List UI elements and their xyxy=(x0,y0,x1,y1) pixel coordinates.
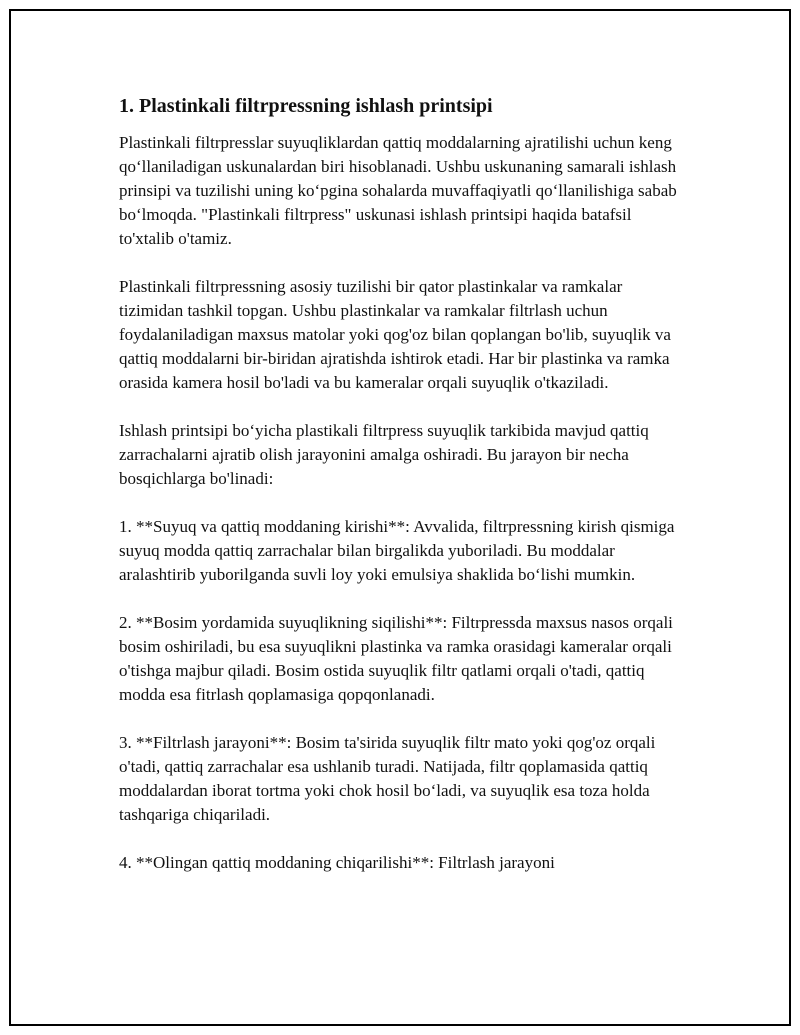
paragraph-step-1: 1. **Suyuq va qattiq moddaning kirishi**: Avvalida, filtrpressning kirish qismiga suyuq modda qattiq zarrachalar bilan birgalikda yuboriladi. Bu moddalar aralashtirib yuborilganda suvli loy yoki emulsiya shaklida bo‘lishi mumkin. xyxy=(119,517,675,584)
paragraph-principle: Ishlash printsipi bo‘yicha plastikali filtrpress suyuqlik tarkibida mavjud qattiq zarrachalarni ajratib olish jarayonini amalga oshiradi. Bu jarayon bir necha bosqichlarga bo'linadi: xyxy=(119,421,649,488)
paragraph-intro: Plastinkali filtrpresslar suyuqliklardan qattiq moddalarning ajratilishi uchun keng qo‘llaniladigan uskunalardan biri hisoblanadi. Ushbu uskunaning samarali ishlash prinsipi va tuzilishi uning ko‘pgina sohalarda muvaffaqiyatli qo‘llanilishiga sabab bo‘lmoqda. "Plastinkali filtrpress" uskunasi ishlash printsipi haqida batafsil to'xtalib o'tamiz. xyxy=(119,133,677,248)
paragraph-step-4: 4. **Olingan qattiq moddaning chiqarilishi**: Filtrlash jarayoni xyxy=(119,853,555,872)
paragraph-step-3: 3. **Filtrlash jarayoni**: Bosim ta'sirida suyuqlik filtr mato yoki qog'oz orqali o'tadi, qattiq zarrachalar esa ushlanib turadi. Natijada, filtr qoplamasida qattiq moddalardan iborat tortma yoki chok hosil bo‘ladi, va suyuqlik esa toza holda tashqariga chiqariladi. xyxy=(119,733,656,824)
paragraph-structure: Plastinkali filtrpressning asosiy tuzilishi bir qator plastinkalar va ramkalar tizimidan tashkil topgan. Ushbu plastinkalar va ramkalar filtrlash uchun foydalaniladigan maxsus matolar yoki qog'oz bilan qoplangan bo'lib, suyuqlik va qattiq moddalarni bir-biridan ajratishda ishtirok etadi. Har bir plastinka va ramka orasida kamera hosil bo'ladi va bu kameralar orqali suyuqlik o'tkaziladi. xyxy=(119,277,671,392)
document-title: 1. Plastinkali filtrpressning ishlash printsipi xyxy=(119,95,493,117)
document-body xyxy=(119,93,679,899)
paragraph-step-2: 2. **Bosim yordamida suyuqlikning siqilishi**: Filtrpressda maxsus nasos orqali bosim oshiriladi, bu esa suyuqlikni plastinka va ramka orasidagi kameralar orqali o'tishga majbur qiladi. Bosim ostida suyuqlik filtr qatlami orqali o'tadi, qattiq modda esa fitrlash qoplamasiga qopqonlanadi. xyxy=(119,613,673,704)
page-frame xyxy=(9,9,791,1026)
